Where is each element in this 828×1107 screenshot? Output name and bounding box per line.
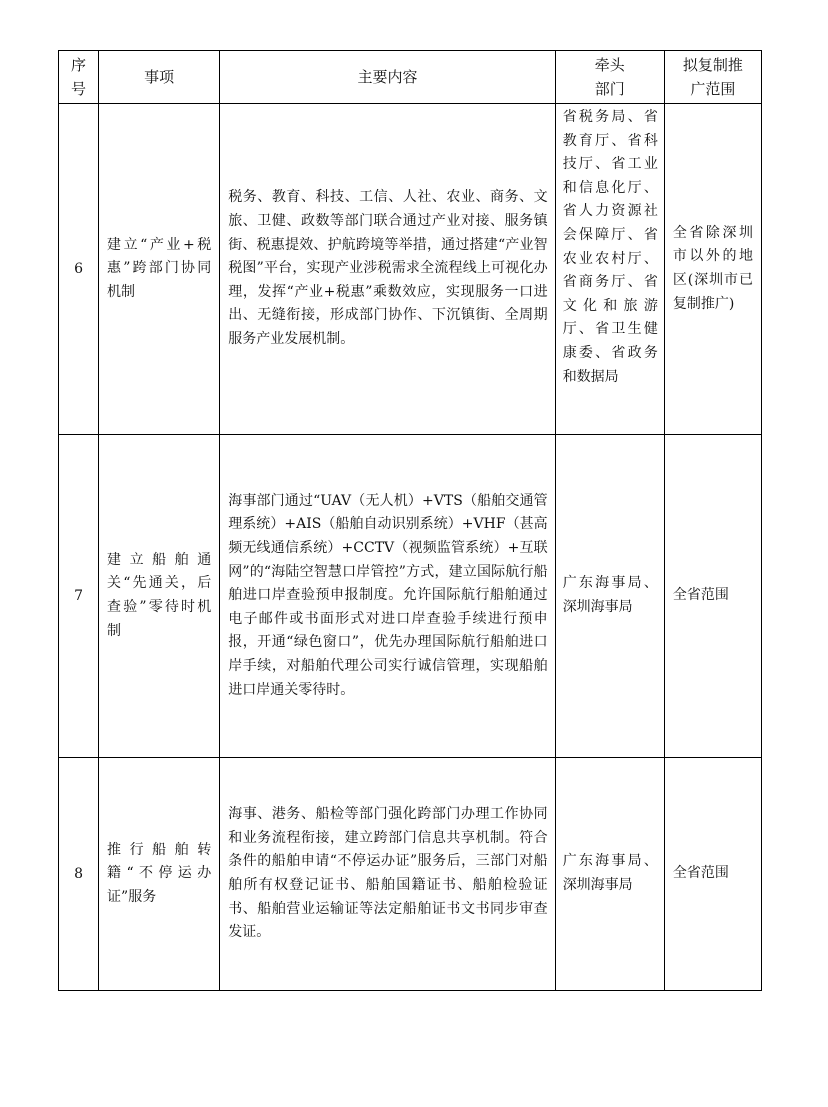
row-lead: 广东海事局、深圳海事局 (562, 575, 658, 615)
row-lead: 省税务局、省教育厅、省科技厅、省工业和信息化厅、省人力资源社会保障厅、省农业农村厅、省商务厅、省文化和旅游厅、省卫生健康委、省政务和数据局 (562, 109, 658, 385)
header-lead-line1: 牵头 (594, 56, 625, 74)
table-row (59, 435, 762, 758)
table-header (59, 51, 762, 104)
row-lead: 广东海事局、深圳海事局 (562, 853, 658, 893)
row-content: 税务、教育、科技、工信、人社、农业、商务、文旅、卫健、政数等部门联合通过产业对接、服务镇街、税惠提效、护航跨境等举措，通过搭建“产业智税图”平台，实现产业涉税需求全流程线上可视化办理，发挥“产业+税惠”乘数效应，实现服务一口进出、无缝衔接，形成部门协作、下沉镇街、全周期服务产业发展机制。 (228, 189, 548, 347)
policy-table (58, 50, 762, 991)
header-scope (664, 51, 761, 104)
header-scope-line1: 拟复制推 (682, 56, 743, 74)
table-row (59, 758, 762, 991)
header-seq (59, 51, 99, 104)
header-lead-line2: 部门 (594, 80, 625, 98)
table-row (59, 104, 762, 435)
row-seq: 6 (59, 104, 99, 435)
header-seq-line1: 序 (71, 56, 87, 74)
row-content: 海事部门通过“UAV（无人机）+VTS（船舶交通管理系统）+AIS（船舶自动识别系统）+VHF（甚高频无线通信系统）+CCTV（视频监管系统）+互联网”的“海陆空智慧口岸管控”方式，建立国际航行船舶进口岸查验预申报制度。允许国际航行船舶通过电子邮件或书面形式对进口岸查验手续进行预申报，开通“绿色窗口”，优先办理国际航行船舶进口岸手续，对船舶代理公司实行诚信管理，实现船舶进口岸通关零待时。 (228, 492, 548, 698)
row-item: 推行船舶转籍“不停运办证”服务 (107, 841, 212, 905)
header-lead (555, 51, 664, 104)
header-scope-line2: 广范围 (690, 80, 736, 98)
row-seq: 7 (59, 435, 99, 758)
header-content: 主要内容 (220, 51, 555, 104)
row-item: 建立船舶通关“先通关，后查验”零待时机制 (107, 551, 212, 639)
row-content: 海事、港务、船检等部门强化跨部门办理工作协同和业务流程衔接，建立跨部门信息共享机制。符合条件的船舶申请“不停运办证”服务后，三部门对船舶所有权登记证书、船舶国籍证书、船舶检验证书、船舶营业运输证等法定船舶证书文书同步审查发证。 (228, 806, 548, 941)
row-scope: 全省范围 (672, 587, 729, 604)
row-scope: 全省除深圳市以外的地区(深圳市已复制推广) (672, 224, 753, 312)
row-seq: 8 (59, 758, 99, 991)
header-seq-line2: 号 (71, 80, 87, 98)
header-item: 事项 (99, 51, 220, 104)
row-scope: 全省范围 (672, 865, 729, 882)
row-item: 建立“产业+税惠”跨部门协同机制 (107, 236, 212, 300)
